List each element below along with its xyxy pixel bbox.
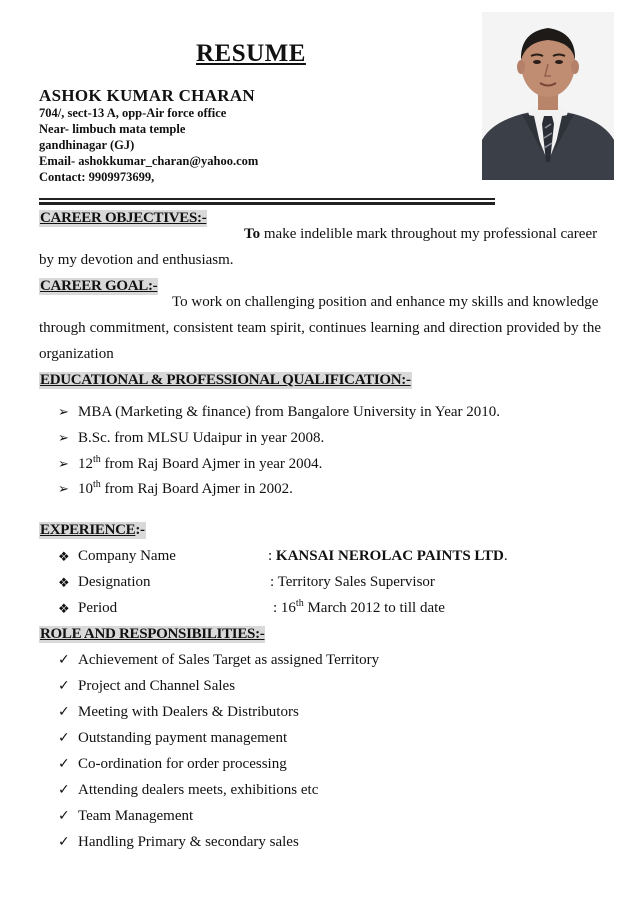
check-mark-icon: ✓ [58,808,70,824]
check-mark-icon: ✓ [58,704,70,720]
address-line-3: gandhinagar (GJ) [39,138,135,152]
arrow-head-icon: ➢ [58,431,69,446]
career-objectives-line-2: by my devotion and enthusiasm. [39,252,234,268]
education-item: ➢ B.Sc. from MLSU Udaipur in year 2008. [58,430,325,446]
career-goal-line-3: organization [39,346,114,362]
role-item: ✓ Co-ordination for order processing [58,756,287,772]
education-heading: EDUCATIONAL & PROFESSIONAL QUALIFICATION:- [40,372,411,388]
diamond-cluster-icon: ❖ [58,576,70,591]
check-mark-icon: ✓ [58,834,70,850]
arrow-head-icon: ➢ [58,482,69,497]
experience-heading: EXPERIENCE:- [40,522,145,538]
career-objectives-lead: To [244,226,261,242]
role-item: ✓ Project and Channel Sales [58,678,236,694]
career-objectives-line-1 [244,226,597,243]
address-line-1: 704/, sect-13 A, opp-Air force office [39,106,227,120]
check-mark-icon: ✓ [58,756,70,772]
address-line-2: Near- limbuch mata temple [39,122,186,136]
arrow-head-icon: ➢ [58,457,69,472]
check-mark-icon: ✓ [58,782,70,798]
career-goal-heading: CAREER GOAL:- [40,278,158,294]
diamond-cluster-icon: ❖ [58,550,70,565]
check-mark-icon: ✓ [58,678,70,694]
role-item: ✓ Attending dealers meets, exhibitions etc [58,782,319,798]
designation-value: : Territory Sales Supervisor [270,574,435,590]
diamond-cluster-icon: ❖ [58,602,70,617]
career-goal-line-1: To work on challenging position and enhance my skills and knowledge [172,294,599,310]
role-item: ✓ Handling Primary & secondary sales [58,834,299,850]
company-value: : KANSAI NEROLAC PAINTS LTD. [268,548,508,564]
profile-photo [482,12,614,180]
header-divider-thick [39,202,495,205]
period-value: : 16th March 2012 to till date [273,598,445,616]
contact-line: Contact: 9909973699, [39,170,155,184]
education-item: ➢ 12th from Raj Board Ajmer in year 2004. [58,454,323,472]
role-item: ✓ Team Management [58,808,194,824]
career-goal-line-2: through commitment, consistent team spirit, continues learning and direction provided by the [39,320,601,336]
check-mark-icon: ✓ [58,652,70,668]
header-divider-thin [39,198,495,200]
email-line: Email- ashokkumar_charan@yahoo.com [39,154,259,168]
check-mark-icon: ✓ [58,730,70,746]
roles-heading: ROLE AND RESPONSIBILITIES:- [40,626,265,642]
role-item: ✓ Outstanding payment management [58,730,288,746]
career-objectives-heading: CAREER OBJECTIVES:- [40,210,207,226]
role-item: ✓ Achievement of Sales Target as assigned Territory [58,652,380,668]
role-item: ✓ Meeting with Dealers & Distributors [58,704,299,720]
company-label: Company Name [78,548,176,564]
education-item: ➢ MBA (Marketing & finance) from Bangalore University in Year 2010. [58,404,500,420]
resume-title: RESUME [196,40,306,67]
career-objectives-text-1: make indelible mark throughout my professional career [263,226,598,242]
candidate-name: ASHOK KUMAR CHARAN [39,86,256,105]
education-item: ➢ 10th from Raj Board Ajmer in 2002. [58,479,293,497]
arrow-head-icon: ➢ [58,405,69,420]
designation-label: Designation [78,574,151,590]
period-label: Period [78,600,118,616]
